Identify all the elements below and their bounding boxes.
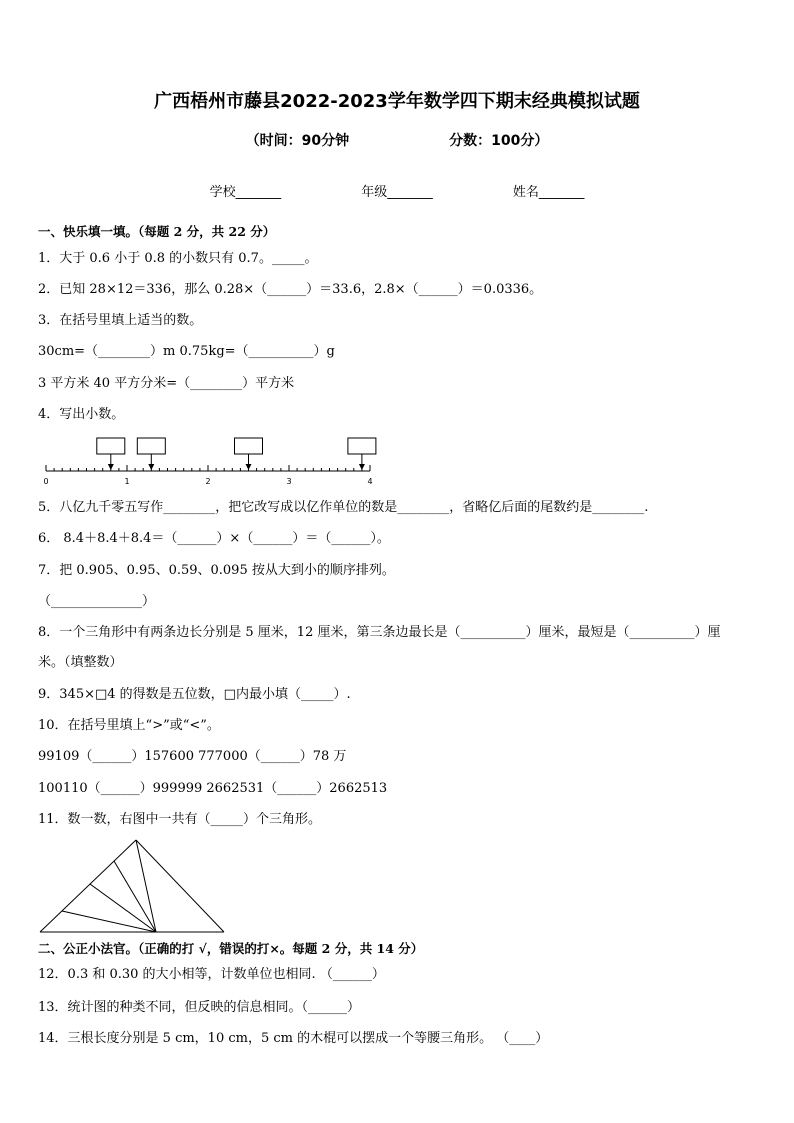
question-14: 14．三根长度分别是 5 cm，10 cm，5 cm 的木棍可以摆成一个等腰三角形。 （____） <box>38 1031 549 1046</box>
question-4: 4．写出小数。 <box>38 407 125 422</box>
question-13: 13．统计图的种类不同，但反映的信息相同。（______） <box>38 1000 361 1015</box>
answer-box <box>97 438 125 454</box>
tick-label: 3 <box>286 477 292 486</box>
number-line-figure <box>40 435 380 490</box>
name-field[interactable]: 姓名_______ <box>512 185 585 200</box>
question-11: 11．数一数，右图中一共有（_____）个三角形。 <box>38 812 322 827</box>
question-2: 2．已知 28×12＝336，那么 0.28×（______）＝33.6，2.8×（______）＝0.0336。 <box>38 282 543 297</box>
exam-meta <box>0 130 794 150</box>
question-10-part-a: 99109（______）157600 777000（______）78 万 <box>38 749 347 764</box>
question-10: 10．在括号里填上“>”或“<”。 <box>38 718 220 733</box>
section-1-heading: 一、快乐填一填。（每题 2 分，共 22 分） <box>38 224 276 239</box>
question-3-part-a: 30cm=（________）m 0.75kg=（__________）g <box>38 344 335 359</box>
triangle-left-side <box>40 840 136 932</box>
answer-box <box>348 438 376 454</box>
question-8-cont: 米。（填整数） <box>38 655 123 670</box>
pointer-arrowhead <box>359 464 365 470</box>
triangle-inner-line <box>114 861 156 932</box>
answer-box <box>137 438 165 454</box>
tick-label: 1 <box>124 477 130 486</box>
tick-label: 4 <box>367 477 373 486</box>
exam-score: 分数：100分） <box>449 133 549 149</box>
pointer-arrowhead <box>108 464 114 470</box>
student-info <box>0 181 794 200</box>
exam-time: （时间：90分钟 <box>245 133 350 149</box>
question-12: 12．0.3 和 0.30 的大小相等，计数单位也相同. （______） <box>38 967 385 982</box>
question-6: 6． 8.4＋8.4＋8.4＝（______）×（______）＝（______）。 <box>38 531 390 546</box>
question-3: 3．在括号里填上适当的数。 <box>38 313 203 328</box>
triangle-inner-line <box>136 840 156 932</box>
section-2-heading: 二、公正小法官。（正确的打 √，错误的打×。每题 2 分，共 14 分） <box>38 941 424 956</box>
question-9: 9．345×□4 的得数是五位数，□内最小填（_____）. <box>38 687 351 702</box>
tick-label: 0 <box>43 477 49 486</box>
question-8: 8．一个三角形中有两条边长分别是 5 厘米，12 厘米，第三条边最长是（__________）厘米，最短是（__________）厘 <box>38 625 721 640</box>
question-3-part-b: 3 平方米 40 平方分米=（________）平方米 <box>38 376 295 391</box>
pointer-arrowhead <box>246 464 252 470</box>
school-field[interactable]: 学校_______ <box>209 185 282 200</box>
question-5: 5．八亿九千零五写作________，把它改写成以亿作单位的数是________，省略亿后面的尾数约是________. <box>38 500 649 515</box>
page-title: 广西梧州市藤县2022-2023学年数学四下期末经典模拟试题 <box>154 91 640 112</box>
answer-box <box>235 438 263 454</box>
triangle-right-side <box>136 840 224 932</box>
pointer-arrowhead <box>148 464 154 470</box>
tick-label: 2 <box>205 477 211 486</box>
question-7: 7．把 0.905、0.95、0.59、0.095 按从大到小的顺序排列。 <box>38 563 395 578</box>
question-10-part-b: 100110（______）999999 2662531（______）2662513 <box>38 781 388 796</box>
triangle-figure <box>38 838 228 936</box>
question-1: 1．大于 0.6 小于 0.8 的小数只有 0.7。_____。 <box>38 251 318 266</box>
question-7-answer: （______________） <box>38 594 156 609</box>
grade-field[interactable]: 年级_______ <box>361 185 433 200</box>
